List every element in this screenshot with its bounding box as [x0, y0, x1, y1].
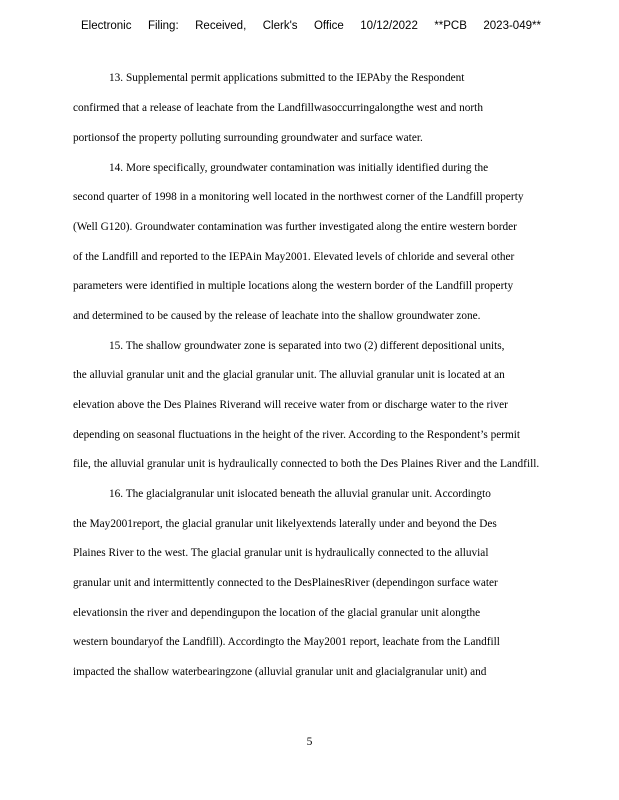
paragraph-14-line-2: second quarter of 1998 in a monitoring well located in the northwest corner of the Landfill property	[73, 191, 524, 203]
paragraph-16-line-1: 16. The glacialgranular unit islocated beneath the alluvial granular unit. Accordingto	[109, 488, 491, 500]
filing-stamp-header	[81, 20, 541, 32]
stamp-office: Office	[313, 20, 344, 32]
paragraph-16-line-5: elevationsin the river and dependingupon the location of the glacial granular unit alongthe	[73, 607, 481, 619]
paragraph-13-line-1: 13. Supplemental permit applications submitted to the IEPAby the Respondent	[109, 72, 465, 84]
paragraph-14-line-6: and determined to be caused by the release of leachate into the shallow groundwater zone.	[73, 310, 481, 322]
paragraph-16-line-4: granular unit and intermittently connected to the DesPlainesRiver (dependingon surface water	[73, 577, 498, 589]
stamp-filing: Filing:	[147, 20, 179, 32]
paragraph-13-line-2: confirmed that a release of leachate from the Landfillwasoccurringalongthe west and north	[73, 102, 483, 114]
paragraph-15-line-3: elevation above the Des Plaines Riverand will receive water from or discharge water to the river	[73, 399, 508, 411]
paragraph-16-line-3: Plaines River to the west. The glacial granular unit is hydraulically connected to the alluvial	[73, 547, 489, 559]
paragraph-15-line-4: depending on seasonal fluctuations in the height of the river. According to the Respondent’s permit	[73, 429, 521, 441]
page-number: 5	[306, 736, 313, 748]
stamp-pcb: **PCB	[434, 20, 467, 32]
paragraph-15-line-5: file, the alluvial granular unit is hydraulically connected to both the Des Plaines River and the Landfill.	[73, 458, 540, 470]
stamp-case-number: 2023-049**	[483, 20, 541, 32]
paragraph-15-line-2: the alluvial granular unit and the glacial granular unit. The alluvial granular unit is located at an	[73, 369, 505, 381]
paragraph-14-line-5: parameters were identified in multiple locations along the western border of the Landfill property	[73, 280, 514, 292]
paragraph-16-line-2: the May2001report, the glacial granular unit likelyextends laterally under and beyond the Des	[73, 518, 497, 530]
paragraph-15-line-1: 15. The shallow groundwater zone is separated into two (2) different depositional units,	[109, 340, 505, 352]
stamp-electronic: Electronic	[81, 20, 132, 32]
paragraph-13-line-3: portionsof the property polluting surrounding groundwater and surface water.	[73, 132, 423, 144]
paragraph-14-line-3: (Well G120). Groundwater contamination was further investigated along the entire western border	[73, 221, 517, 233]
paragraph-14-line-4: of the Landfill and reported to the IEPAin May2001. Elevated levels of chloride and several other	[73, 251, 515, 263]
paragraph-16-line-7: impacted the shallow waterbearingzone (alluvial granular unit and glacialgranular unit) and	[73, 666, 487, 678]
paragraph-14-line-1: 14. More specifically, groundwater contamination was initially identified during the	[109, 162, 489, 174]
paragraph-16-line-6: western boundaryof the Landfill). Accordingto the May2001 report, leachate from the Landfill	[73, 636, 500, 648]
stamp-date: 10/12/2022	[360, 20, 418, 32]
stamp-received: Received,	[195, 20, 247, 32]
stamp-clerks: Clerk's	[262, 20, 298, 32]
